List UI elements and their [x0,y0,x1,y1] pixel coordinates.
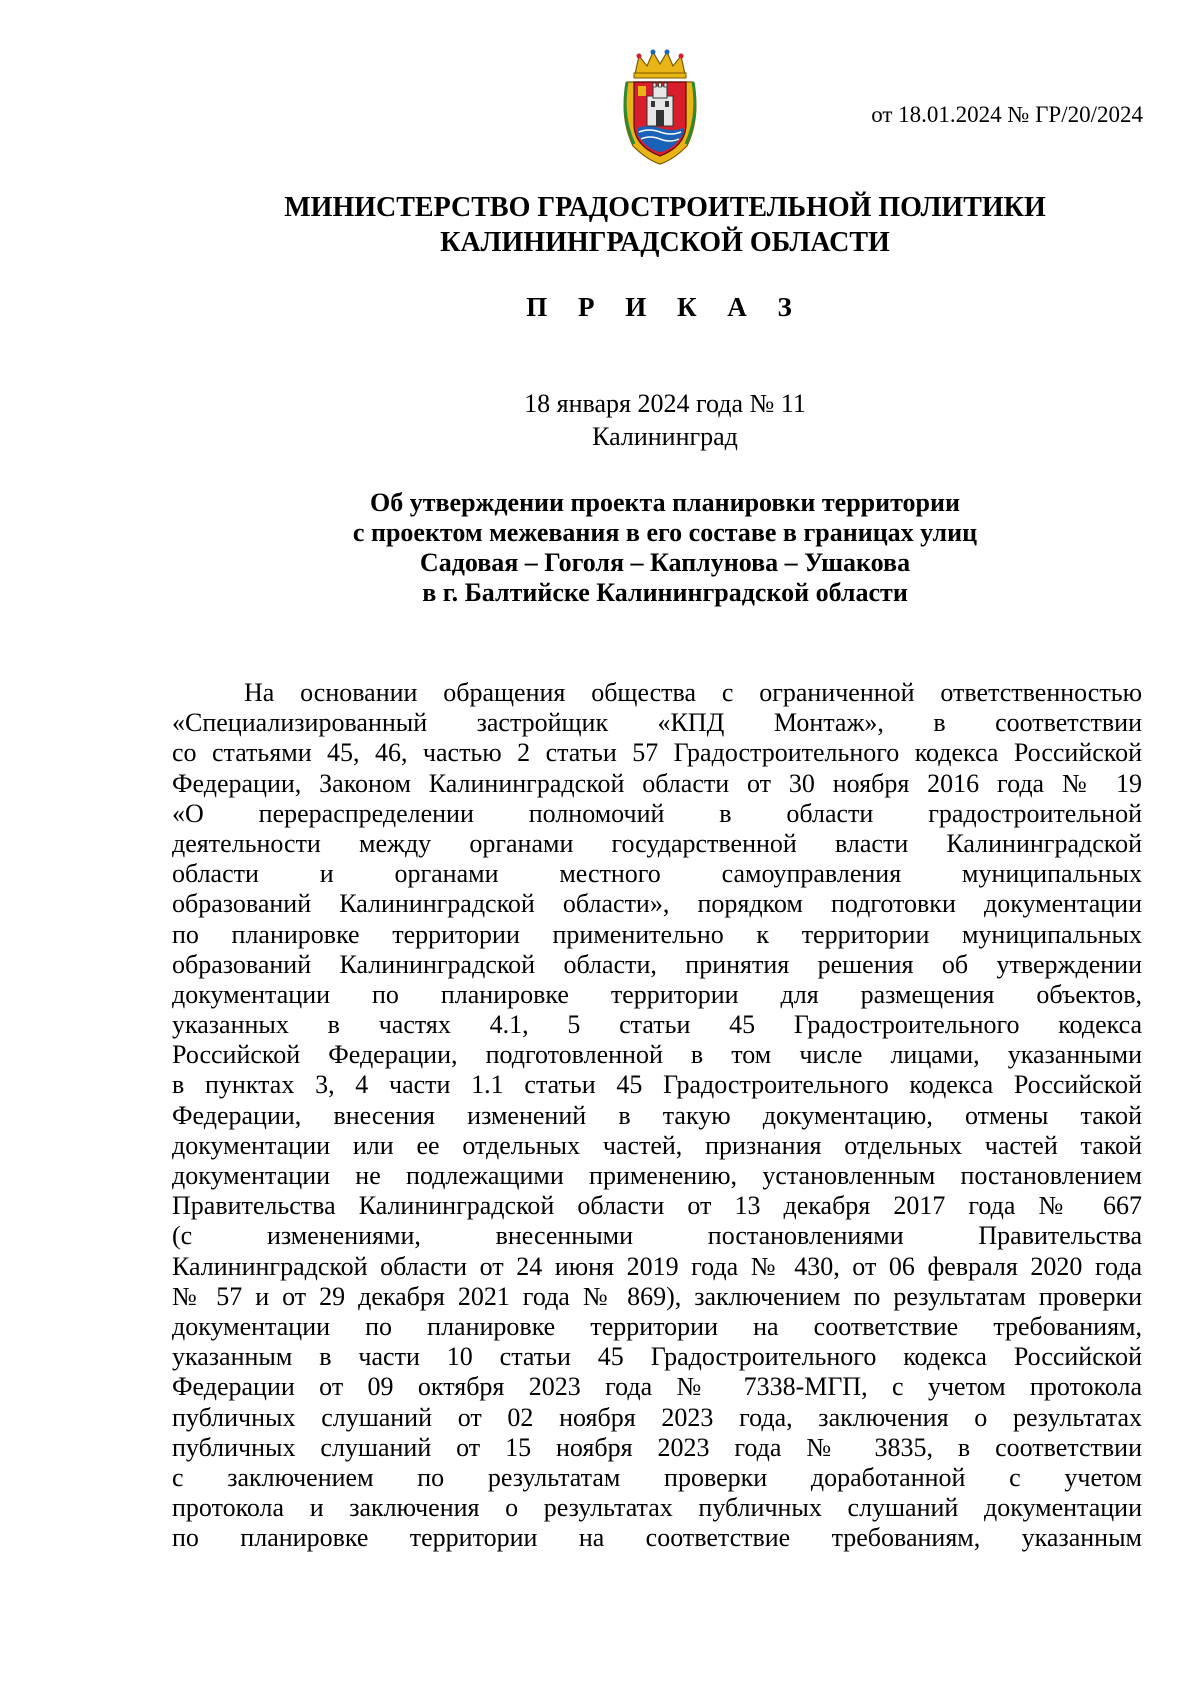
body-line: со статьями 45, 46, частью 2 статьи 57 Градостроительного кодекса Российской [172,738,1142,768]
coat-of-arms-icon [617,46,703,166]
body-line: документации по планировке территории для размещения объектов, [172,979,1142,1009]
body-line: по планировке территории применительно к территории муниципальных [172,919,1142,949]
body-line: документации или ее отдельных частей, признания отдельных частей такой [172,1130,1142,1160]
order-title-line: Садовая – Гоголя – Каплунова – Ушакова [419,548,911,577]
body-line: в пунктах 3, 4 части 1.1 статьи 45 Градостроительного кодекса Российской [172,1070,1142,1100]
document-type: П Р И К А З [526,292,804,322]
body-line: «Специализированный застройщик «КПД Монтаж», в соответствии [172,708,1142,738]
body-line: протокола и заключения о результатах публичных слушаний документации [172,1493,1142,1523]
body-line: указанным в части 10 статьи 45 Градостроительного кодекса Российской [172,1342,1142,1372]
body-line: деятельности между органами государственной власти Калининградской [172,828,1142,858]
registration-number: от 18.01.2024 № ГР/20/2024 [871,102,1143,127]
ministry-line: КАЛИНИНГРАДСКОЙ ОБЛАСТИ [440,227,890,258]
order-date-number: 18 января 2024 года № 11 [524,389,806,418]
body-line: документации по планировке территории на соответствие требованиям, [172,1311,1142,1341]
body-line: документации не подлежащими применению, установленным постановлением [172,1161,1142,1190]
body-line: Федерации, внесения изменений в такую документацию, отмены такой [172,1100,1142,1130]
order-title-line: Об утверждении проекта планировки территории [370,488,960,517]
body-line: Правительства Калининградской области от 13 декабря 2017 года № 667 [172,1191,1142,1221]
order-body-paragraph [172,678,1142,1553]
body-line: публичных слушаний от 15 ноября 2023 года № 3835, в соответствии [172,1432,1142,1462]
body-line: № 57 и от 29 декабря 2021 года № 869), заключением по результатам проверки [172,1281,1142,1311]
body-line: Калининградской области от 24 июня 2019 года № 430, от 06 февраля 2020 года [172,1251,1142,1281]
order-title-line: с проектом межевания в его составе в границах улиц [352,518,978,547]
body-line: указанных в частях 4.1, 5 статьи 45 Градостроительного кодекса [172,1010,1142,1040]
body-line: Федерации, Законом Калининградской области от 30 ноября 2016 года № 19 [172,768,1142,798]
body-line: по планировке территории на соответствие требованиям, указанным [172,1523,1142,1553]
body-line: публичных слушаний от 02 ноября 2023 года, заключения о результатах [172,1402,1142,1432]
body-line: образований Калининградской области, принятия решения об утверждении [172,949,1142,979]
body-line: На основании обращения общества с ограниченной ответственностью [244,678,1142,707]
body-line: с заключением по результатам проверки доработанной с учетом [172,1462,1142,1492]
order-title-line: в г. Балтийске Калининградской области [422,578,908,607]
body-line: (с изменениями, внесенными постановлениями Правительства [172,1221,1142,1251]
body-line: образований Калининградской области», порядком подготовки документации [172,889,1142,919]
order-title [120,488,1200,608]
ministry-line: МИНИСТЕРСТВО ГРАДОСТРОИТЕЛЬНОЙ ПОЛИТИКИ [284,192,1046,223]
body-line: Российской Федерации, подготовленной в том числе лицами, указанными [172,1040,1142,1070]
ministry-name [120,190,1200,260]
body-line: области и органами местного самоуправления муниципальных [172,859,1142,889]
body-line: «О перераспределении полномочий в области градостроительной [172,798,1142,828]
body-line: Федерации от 09 октября 2023 года № 7338-МГП, с учетом протокола [172,1372,1142,1402]
order-city: Калининград [592,422,738,451]
order-date-block [120,387,1200,453]
